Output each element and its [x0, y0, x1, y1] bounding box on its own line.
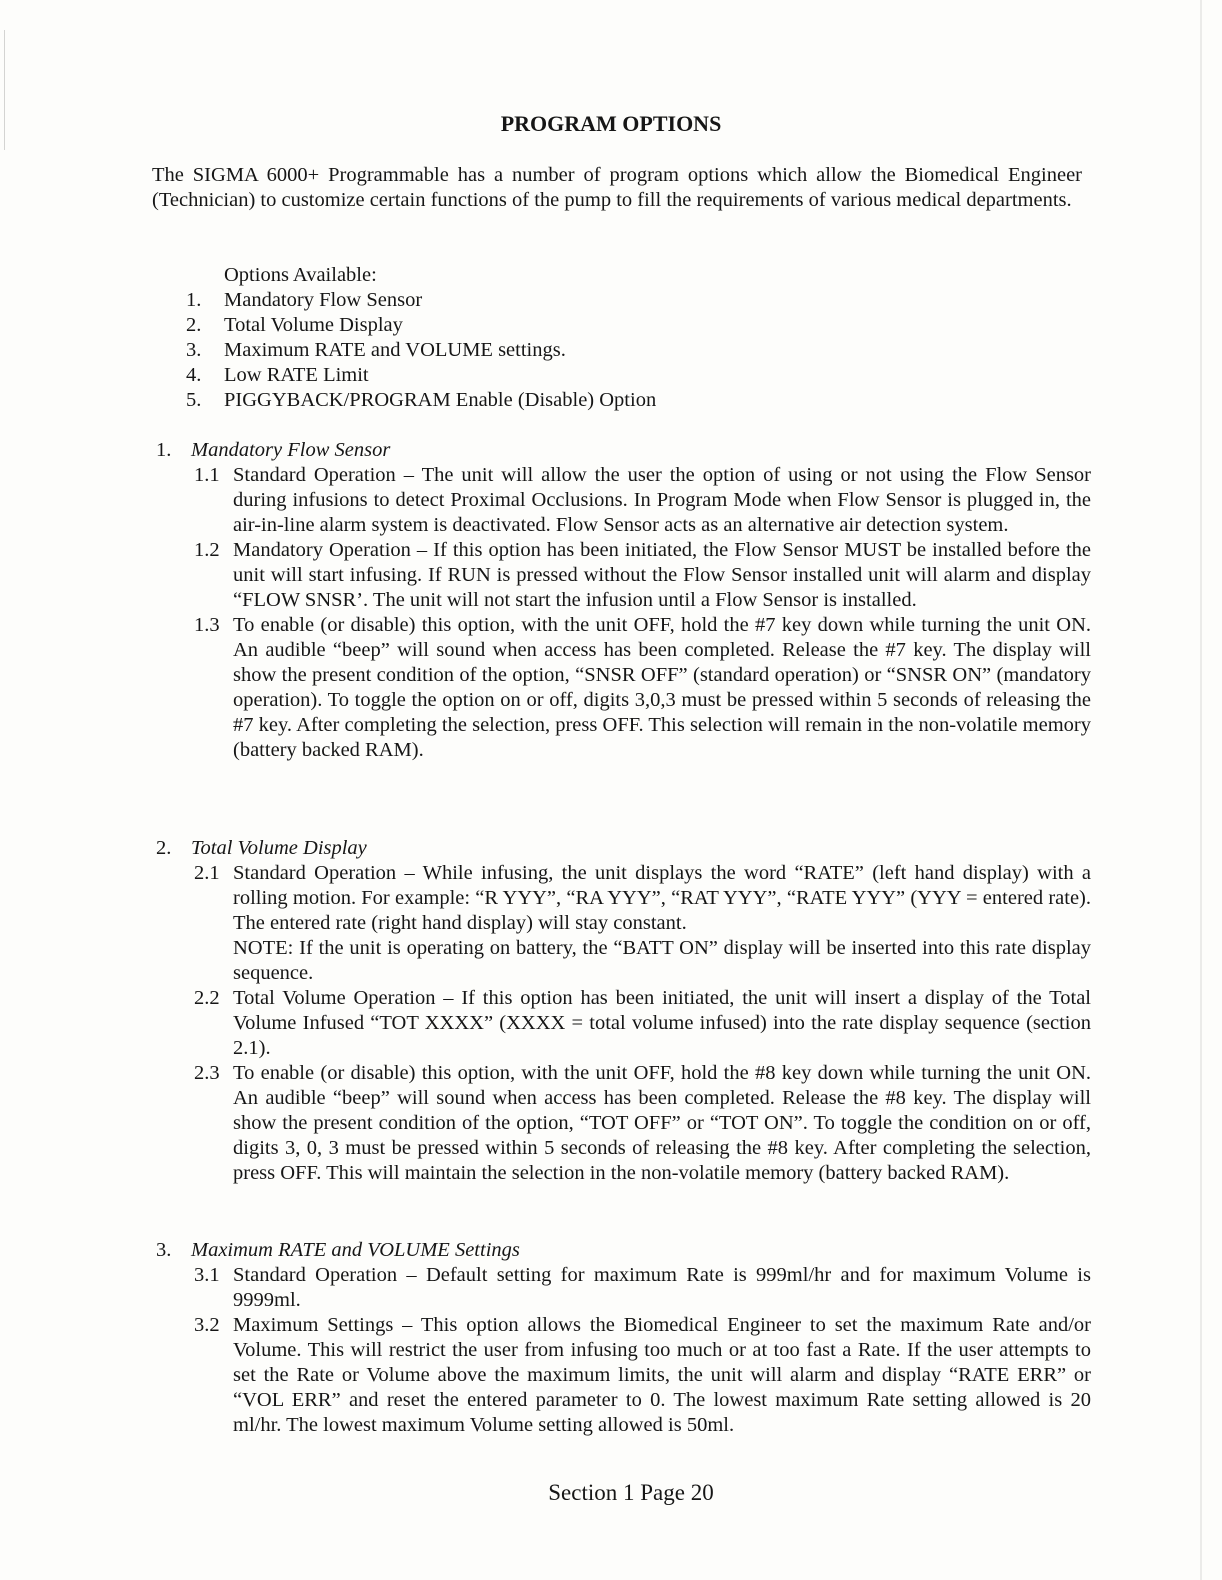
option-number: 2.: [186, 314, 202, 336]
subsection-number: 1.3: [194, 614, 220, 636]
subsection: [156, 613, 1091, 763]
section-title: Total Volume Display: [191, 837, 367, 859]
subsection: [156, 1313, 1091, 1438]
section-heading: [156, 1238, 1091, 1263]
section-heading: [156, 438, 1091, 463]
section-heading: [156, 836, 1091, 861]
section-total-volume-display: [156, 836, 1091, 1186]
subsection: [156, 463, 1091, 538]
page-title: PROGRAM OPTIONS: [500, 111, 722, 136]
options-label: Options Available:: [224, 264, 377, 286]
option-text: Low RATE Limit: [224, 364, 369, 386]
option-number: 3.: [186, 339, 202, 361]
subsection-number: 2.3: [194, 1062, 220, 1084]
subsection-text: To enable (or disable) this option, with the unit OFF, hold the #8 key down while turning the unit ON. An audible “beep” will sound when access has been completed. Release the #8 key. The display will show the present condition of the option, “TOT OFF” or “TOT ON”. To toggle the condition on or off, digits 3, 0, 3 must be pressed within 5 seconds of releasing the #8 key. After completing the selection, press OFF. This will maintain the selection in the non-volatile memory (battery backed RAM).: [233, 1062, 1091, 1184]
option-text: Mandatory Flow Sensor: [224, 289, 423, 311]
intro-paragraph: The SIGMA 6000+ Programmable has a number of program options which allow the Biomedical Engineer (Technician) to customize certain functions of the pump to fill the requirements of various medical departments.: [152, 164, 1082, 211]
subsection-text: Standard Operation – Default setting for maximum Rate is 999ml/hr and for maximum Volume is 9999ml.: [233, 1264, 1091, 1311]
option-text: PIGGYBACK/PROGRAM Enable (Disable) Option: [224, 389, 657, 411]
option-number: 5.: [186, 389, 202, 411]
subsection: [156, 1263, 1091, 1313]
page-footer: Section 1 Page 20: [548, 1480, 714, 1505]
section-number: 3.: [156, 1239, 172, 1261]
subsection-text: Mandatory Operation – If this option has been initiated, the Flow Sensor MUST be installed before the unit will start infusing. If RUN is pressed without the Flow Sensor installed unit will alarm and display “FLOW SNSR’. The unit will not start the infusion until a Flow Sensor is installed.: [233, 539, 1091, 611]
section-maximum-rate-volume: [156, 1238, 1091, 1438]
options-list: [186, 263, 886, 413]
subsection-text: Standard Operation – The unit will allow the user the option of using or not using the Flow Sensor during infusions to detect Proximal Occlusions. In Program Mode when Flow Sensor is plugged in, the air-in-line alarm system is deactivated. Flow Sensor acts as an alternative air detection system.: [233, 464, 1091, 536]
scan-edge-mark: [1200, 0, 1202, 1580]
subsection-text: To enable (or disable) this option, with the unit OFF, hold the #7 key down while turning the unit ON. An audible “beep” will sound when access has been completed. Release the #7 key. The display will show the present condition of the option, “SNSR OFF” (standard operation) or “SNSR ON” (mandatory operation). To toggle the option on or off, digits 3,0,3 must be pressed within 5 seconds of releasing the #7 key. After completing the selection, press OFF. This selection will remain in the non-volatile memory (battery backed RAM).: [233, 614, 1091, 761]
subsection-number: 2.1: [194, 862, 220, 884]
section-number: 1.: [156, 439, 172, 461]
option-item: [186, 388, 886, 413]
option-text: Total Volume Display: [224, 314, 403, 336]
subsection: [156, 861, 1091, 986]
subsection: [156, 986, 1091, 1061]
option-item: [186, 363, 886, 388]
subsection-text: Total Volume Operation – If this option has been initiated, the unit will insert a display of the Total Volume Infused “TOT XXXX” (XXXX = total volume infused) into the rate display sequence (section 2.1).: [233, 987, 1091, 1059]
subsection-note: NOTE: If the unit is operating on battery, the “BATT ON” display will be inserted into this rate display sequence.: [233, 937, 1091, 984]
subsection: [156, 1061, 1091, 1186]
option-item: [186, 338, 886, 363]
section-title: Mandatory Flow Sensor: [191, 439, 391, 461]
option-text: Maximum RATE and VOLUME settings.: [224, 339, 566, 361]
section-mandatory-flow-sensor: [156, 438, 1091, 763]
subsection-number: 1.2: [194, 539, 220, 561]
subsection-text: Standard Operation – While infusing, the unit displays the word “RATE” (left hand display) with a rolling motion. For example: “R YYY”, “RA YYY”, “RAT YYY”, “RATE YYY” (YYY = entered rate). The entered rate (right hand display) will stay constant.: [233, 862, 1091, 934]
section-number: 2.: [156, 837, 172, 859]
subsection: [156, 538, 1091, 613]
subsection-text: Maximum Settings – This option allows the Biomedical Engineer to set the maximum Rate and/or Volume. This will restrict the user from infusing too much or at too fast a Rate. If the user attempts to set the Rate or Volume above the maximum limits, the unit will alarm and display “RATE ERR” or “VOL ERR” and reset the entered parameter to 0. The lowest maximum Rate setting allowed is 20 ml/hr. The lowest maximum Volume setting allowed is 50ml.: [233, 1314, 1091, 1436]
option-item: [186, 288, 886, 313]
option-item: [186, 313, 886, 338]
option-number: 4.: [186, 364, 202, 386]
subsection-number: 3.1: [194, 1264, 220, 1286]
subsection-number: 3.2: [194, 1314, 220, 1336]
option-number: 1.: [186, 289, 202, 311]
subsection-number: 1.1: [194, 464, 220, 486]
section-title: Maximum RATE and VOLUME Settings: [191, 1239, 520, 1261]
subsection-number: 2.2: [194, 987, 220, 1009]
